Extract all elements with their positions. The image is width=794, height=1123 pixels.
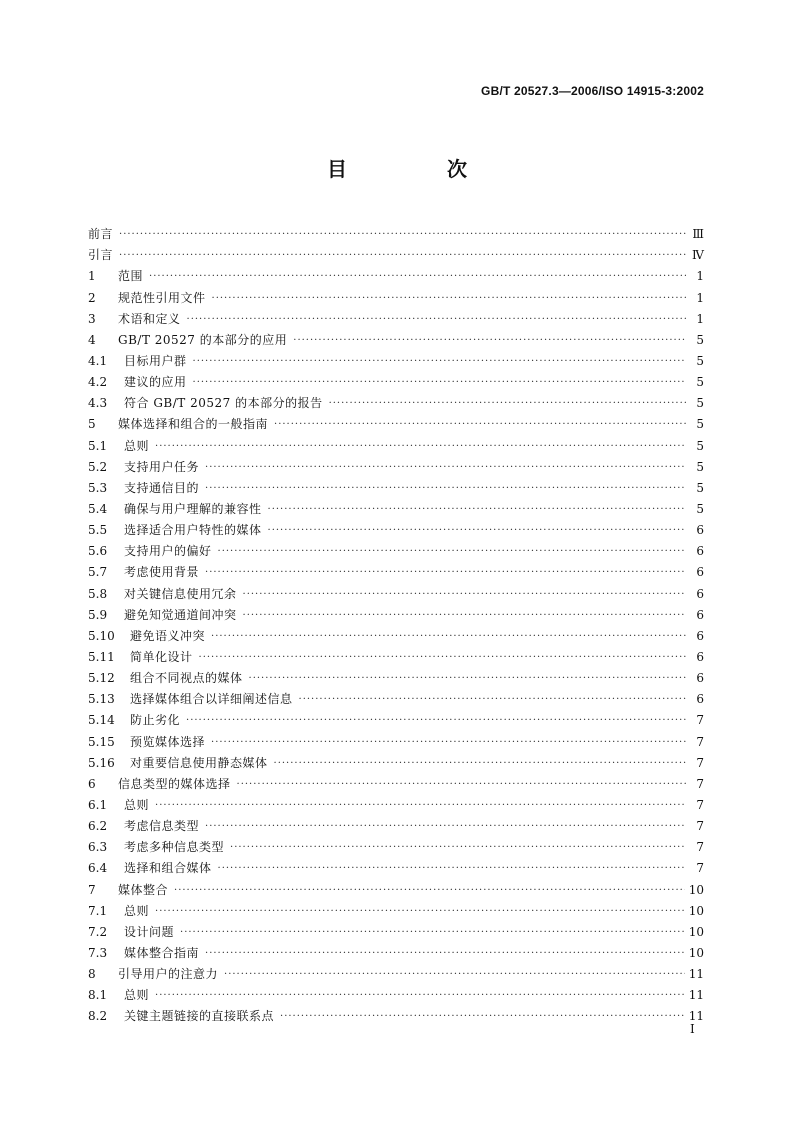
toc-dot-leader [155,799,686,813]
toc-entry-title: 目标用户群 [124,353,187,368]
toc-entry-page: 5 [696,417,704,432]
toc-entry-title: 总则 [124,797,150,812]
toc-entry-number: 3 [88,311,96,326]
toc-entry-number: 6.2 [88,819,108,834]
toc-entry[interactable] [88,982,704,1003]
toc-entry-page: Ⅲ [692,227,704,242]
toc-entry[interactable] [88,771,704,792]
toc-entry[interactable] [88,623,704,644]
toc-entry-number: 5.10 [88,628,115,643]
toc-entry-number: 5.14 [88,713,115,728]
toc-entry-title: 防止劣化 [130,713,181,728]
toc-entry-title: 范围 [118,269,144,284]
toc-entry-page: Ⅳ [692,248,704,263]
toc-entry-title: 支持通信目的 [124,480,200,495]
toc-dot-leader [205,482,686,496]
page-title: 目 次 [327,157,507,181]
toc-entry-number: 5.4 [88,501,108,516]
toc-entry[interactable] [88,580,704,601]
toc-entry[interactable] [88,411,704,432]
page-number: Ⅰ [690,1022,695,1036]
toc-entry-number: 5.6 [88,544,108,559]
toc-dot-leader [212,292,686,306]
toc-entry[interactable] [88,475,704,496]
toc-entry-page: 6 [696,523,704,538]
toc-entry-number: 7.3 [88,945,108,960]
toc-entry-page: 11 [688,967,704,982]
toc-dot-leader [155,989,685,1003]
toc-entry[interactable] [88,306,704,327]
toc-entry-page: 6 [696,544,704,559]
toc-dot-leader [193,376,686,390]
toc-entry-number: 8.1 [88,988,108,1003]
toc-entry[interactable] [88,348,704,369]
toc-dot-leader [293,334,686,348]
toc-dot-leader [280,1010,685,1024]
toc-entry-page: 10 [688,903,704,918]
toc-entry-title: 引言 [88,248,114,263]
toc-entry-number: 5.2 [88,459,108,474]
toc-entry-page: 7 [696,797,704,812]
toc-entry-title: 对关键信息使用冗余 [124,586,237,601]
toc-entry[interactable] [88,454,704,475]
toc-entry-number: 5.16 [88,755,115,770]
toc-entry-title: 支持用户的偏好 [124,544,212,559]
toc-entry-number: 5.3 [88,480,108,495]
toc-dot-leader [274,757,686,771]
toc-dot-leader [149,270,686,284]
toc-entry-number: 5.13 [88,692,115,707]
toc-entry-number: 1 [88,269,96,284]
toc-entry[interactable] [88,1003,704,1024]
toc-entry-title: 组合不同视点的媒体 [130,671,243,686]
toc-entry-number: 4.2 [88,375,108,390]
toc-dot-leader [268,503,686,517]
toc-entry-number: 5.11 [88,649,115,664]
toc-entry[interactable] [88,855,704,876]
toc-entry-number: 4 [88,332,96,347]
toc-entry-page: 6 [696,607,704,622]
toc-entry-page: 6 [696,692,704,707]
toc-entry-page: 1 [696,290,704,305]
toc-entry-number: 6.3 [88,840,108,855]
toc-entry-title: 确保与用户理解的兼容性 [124,501,262,516]
toc-entry-title: 支持用户任务 [124,459,200,474]
toc-dot-leader [329,397,686,411]
toc-entry[interactable] [88,221,704,242]
toc-entry-title: 考虑信息类型 [124,819,200,834]
toc-dot-leader [174,884,685,898]
toc-dot-leader [243,588,686,602]
toc-entry[interactable] [88,750,704,771]
toc-entry[interactable] [88,686,704,707]
toc-dot-leader [205,461,686,475]
toc-entry[interactable] [88,707,704,728]
toc-entry[interactable] [88,834,704,855]
toc-entry-title: 选择适合用户特性的媒体 [124,523,262,538]
toc-entry-page: 1 [696,311,704,326]
toc-entry-number: 5.15 [88,734,115,749]
toc-entry-page: 6 [696,628,704,643]
toc-entry-title: 媒体选择和组合的一般指南 [118,417,269,432]
toc-entry-title: 前言 [88,227,114,242]
toc-entry-page: 10 [688,882,704,897]
toc-dot-leader [268,524,686,538]
toc-entry-number: 6.1 [88,797,108,812]
toc-dot-leader [205,947,685,961]
toc-dot-leader [199,651,686,665]
toc-entry-number: 7 [88,882,96,897]
toc-entry-page: 7 [696,819,704,834]
toc-entry-page: 10 [688,924,704,939]
toc-entry-number: 6.4 [88,861,108,876]
toc-entry-page: 7 [696,755,704,770]
toc-entry[interactable] [88,242,704,263]
toc-entry-page: 7 [696,861,704,876]
toc-entry-page: 11 [688,988,704,1003]
toc-dot-leader [155,905,685,919]
toc-entry-page: 5 [696,438,704,453]
toc-entry[interactable] [88,961,704,982]
toc-entry-title: 总则 [124,903,150,918]
toc-entry[interactable] [88,538,704,559]
toc-entry[interactable] [88,559,704,580]
toc-entry[interactable] [88,919,704,940]
toc-entry-page: 6 [696,586,704,601]
toc-entry-title: 媒体整合指南 [124,945,200,960]
toc-entry-number: 5 [88,417,96,432]
toc-entry[interactable] [88,517,704,538]
toc-entry-number: 5.1 [88,438,108,453]
toc-entry-page: 7 [696,734,704,749]
toc-dot-leader [243,609,686,623]
toc-entry-page: 5 [696,353,704,368]
toc-entry-page: 11 [688,1009,704,1024]
toc-dot-leader [224,968,685,982]
toc-entry-page: 5 [696,396,704,411]
toc-dot-leader [205,566,686,580]
toc-dot-leader [186,714,686,728]
toc-entry-page: 5 [696,332,704,347]
standard-code: GB/T 20527.3—2006/ISO 14915-3:2002 [481,84,704,98]
toc-dot-leader [218,545,686,559]
toc-entry[interactable] [88,263,704,284]
toc-entry[interactable] [88,792,704,813]
toc-entry-number: 6 [88,776,96,791]
toc-entry-number: 8.2 [88,1009,108,1024]
toc-entry-title: 术语和定义 [118,311,181,326]
toc-entry-number: 5.5 [88,523,108,538]
toc-dot-leader [187,313,686,327]
toc-dot-leader [237,778,686,792]
toc-entry[interactable] [88,728,704,749]
toc-entry-title: 选择媒体组合以详细阐述信息 [130,692,293,707]
toc-entry[interactable] [88,898,704,919]
toc-entry-number: 7.2 [88,924,108,939]
toc-entry-page: 7 [696,776,704,791]
toc-entry-title: 避免语义冲突 [130,628,206,643]
toc-dot-leader [193,355,686,369]
toc-entry-page: 7 [696,713,704,728]
toc-entry-number: 7.1 [88,903,108,918]
toc-entry-title: 建议的应用 [124,375,187,390]
toc-entry-page: 6 [696,671,704,686]
toc-entry-title: 媒体整合 [118,882,169,897]
toc-dot-leader [205,820,686,834]
toc-entry-page: 6 [696,649,704,664]
toc-entry-title: GB/T 20527 的本部分的应用 [118,332,288,347]
toc-entry-title: 总则 [124,988,150,1003]
toc-entry[interactable] [88,602,704,623]
toc-entry-title: 关键主题链接的直接联系点 [124,1009,275,1024]
toc-dot-leader [230,841,686,855]
toc-entry[interactable] [88,876,704,897]
toc-entry[interactable] [88,284,704,305]
toc-entry-title: 预览媒体选择 [130,734,206,749]
toc-entry-number: 5.9 [88,607,108,622]
toc-entry-title: 规范性引用文件 [118,290,206,305]
toc-entry-number: 5.7 [88,565,108,580]
toc-dot-leader [299,693,686,707]
toc-entry[interactable] [88,813,704,834]
toc-entry[interactable] [88,665,704,686]
toc-entry[interactable] [88,496,704,517]
toc-entry-page: 5 [696,459,704,474]
toc-entry-page: 7 [696,840,704,855]
toc-dot-leader [211,736,686,750]
toc-entry-title: 考虑多种信息类型 [124,840,225,855]
toc-entry-number: 8 [88,967,96,982]
toc-entry-number: 4.3 [88,396,108,411]
toc-entry-title: 符合 GB/T 20527 的本部分的报告 [124,396,323,411]
toc-entry-number: 5.12 [88,671,115,686]
toc-entry-title: 引导用户的注意力 [118,967,219,982]
toc-entry[interactable] [88,369,704,390]
toc-entry-number: 5.8 [88,586,108,601]
toc-entry-page: 5 [696,501,704,516]
toc-entry-title: 设计问题 [124,924,175,939]
toc-entry-title: 信息类型的媒体选择 [118,776,231,791]
toc-entry-title: 简单化设计 [130,649,193,664]
toc-dot-leader [249,672,686,686]
toc-dot-leader [119,249,686,263]
toc-entry-title: 总则 [124,438,150,453]
toc-dot-leader [119,228,686,242]
toc-dot-leader [218,862,686,876]
toc-entry-number: 2 [88,290,96,305]
toc-entry-number: 4.1 [88,353,108,368]
toc-dot-leader [211,630,686,644]
toc-entry-title: 避免知觉通道间冲突 [124,607,237,622]
toc-entry-page: 6 [696,565,704,580]
toc-dot-leader [155,440,686,454]
toc-entry[interactable] [88,644,704,665]
toc-entry-page: 10 [688,945,704,960]
toc-entry-title: 选择和组合媒体 [124,861,212,876]
toc-entry[interactable] [88,940,704,961]
toc-entry-page: 1 [696,269,704,284]
table-of-contents [88,221,704,1024]
toc-dot-leader [180,926,685,940]
toc-entry[interactable] [88,432,704,453]
toc-entry[interactable] [88,327,704,348]
toc-entry-page: 5 [696,480,704,495]
toc-entry-title: 对重要信息使用静态媒体 [130,755,268,770]
toc-dot-leader [274,418,686,432]
toc-entry-page: 5 [696,375,704,390]
toc-entry[interactable] [88,390,704,411]
toc-entry-title: 考虑使用背景 [124,565,200,580]
